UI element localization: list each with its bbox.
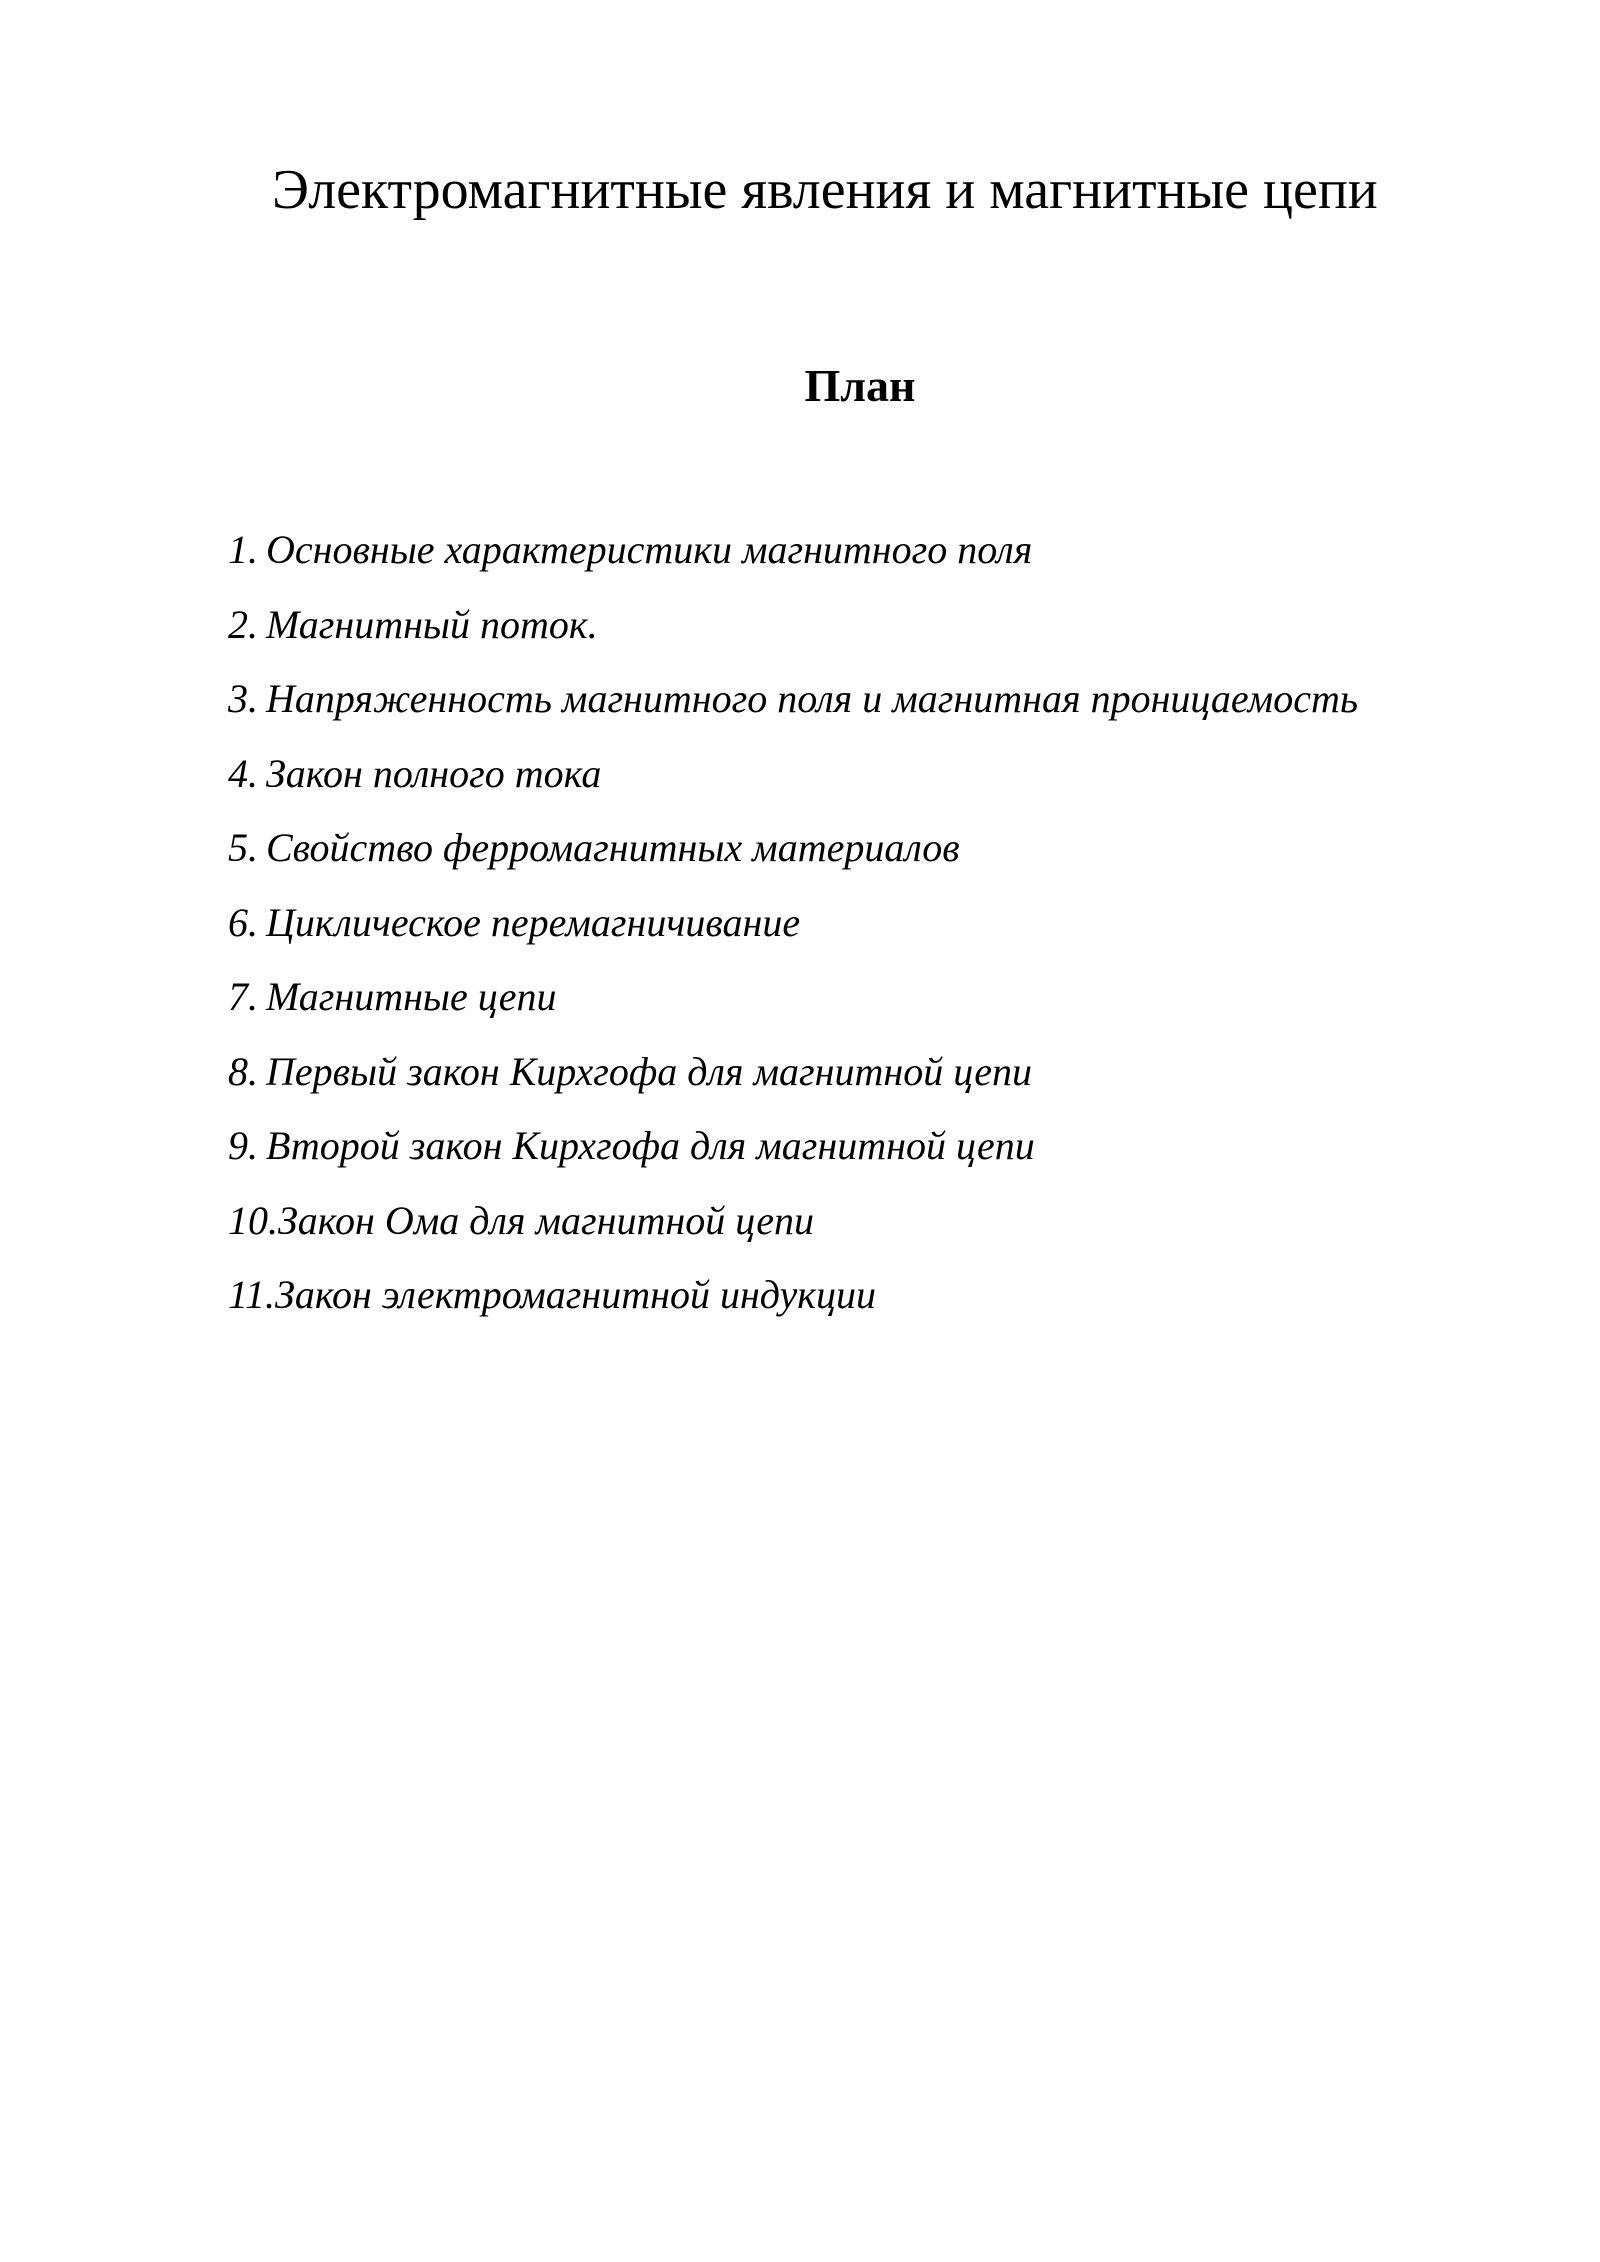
plan-item <box>228 818 1358 893</box>
plan-item <box>228 967 1358 1042</box>
plan-item-number: 11. <box>228 1272 276 1317</box>
plan-heading: План <box>804 360 916 411</box>
plan-item-number: 9. <box>228 1123 258 1168</box>
plan-item-number: 6. <box>228 899 258 945</box>
plan-item-text: Магнитные цепи <box>266 974 557 1019</box>
plan-item-text: Закон электромагнитной индукции <box>275 1272 876 1317</box>
plan-item <box>228 669 1358 744</box>
plan-item-text: Закон полного тока <box>266 750 602 796</box>
plan-item-number: 8. <box>228 1048 258 1094</box>
plan-item <box>228 1191 1358 1266</box>
plan-item-text: Первый закон Кирхгофа для магнитной цепи <box>266 1048 1032 1094</box>
plan-item-text: Свойство ферромагнитных материалов <box>266 825 960 870</box>
plan-item-number: 10. <box>228 1197 278 1243</box>
plan-item-text: Магнитный поток. <box>266 601 598 647</box>
plan-item-text: Напряженность магнитного поля и магнитная проницаемость <box>266 676 1359 721</box>
plan-item-text: Второй закон Кирхгофа для магнитной цепи <box>266 1123 1035 1168</box>
plan-item <box>228 1265 1358 1340</box>
plan-item <box>228 744 1358 819</box>
plan-item-number: 3. <box>228 676 258 721</box>
plan-item <box>228 1042 1358 1117</box>
plan-item-number: 2. <box>228 601 258 647</box>
plan-item-text: Закон Ома для магнитной цепи <box>278 1197 814 1243</box>
plan-list <box>228 520 1358 1340</box>
plan-item-number: 4. <box>228 750 258 796</box>
plan-item-number: 7. <box>228 974 258 1019</box>
plan-item-number: 1. <box>228 527 258 572</box>
plan-item <box>228 1116 1358 1191</box>
plan-item <box>228 893 1358 968</box>
plan-item-text: Циклическое перемагничивание <box>266 899 801 945</box>
plan-item-text: Основные характеристики магнитного поля <box>266 527 1033 572</box>
plan-item <box>228 595 1358 670</box>
document-title: Электромагнитные явления и магнитные цепи <box>272 159 1378 221</box>
plan-item-number: 5. <box>228 825 258 870</box>
plan-item <box>228 520 1358 595</box>
